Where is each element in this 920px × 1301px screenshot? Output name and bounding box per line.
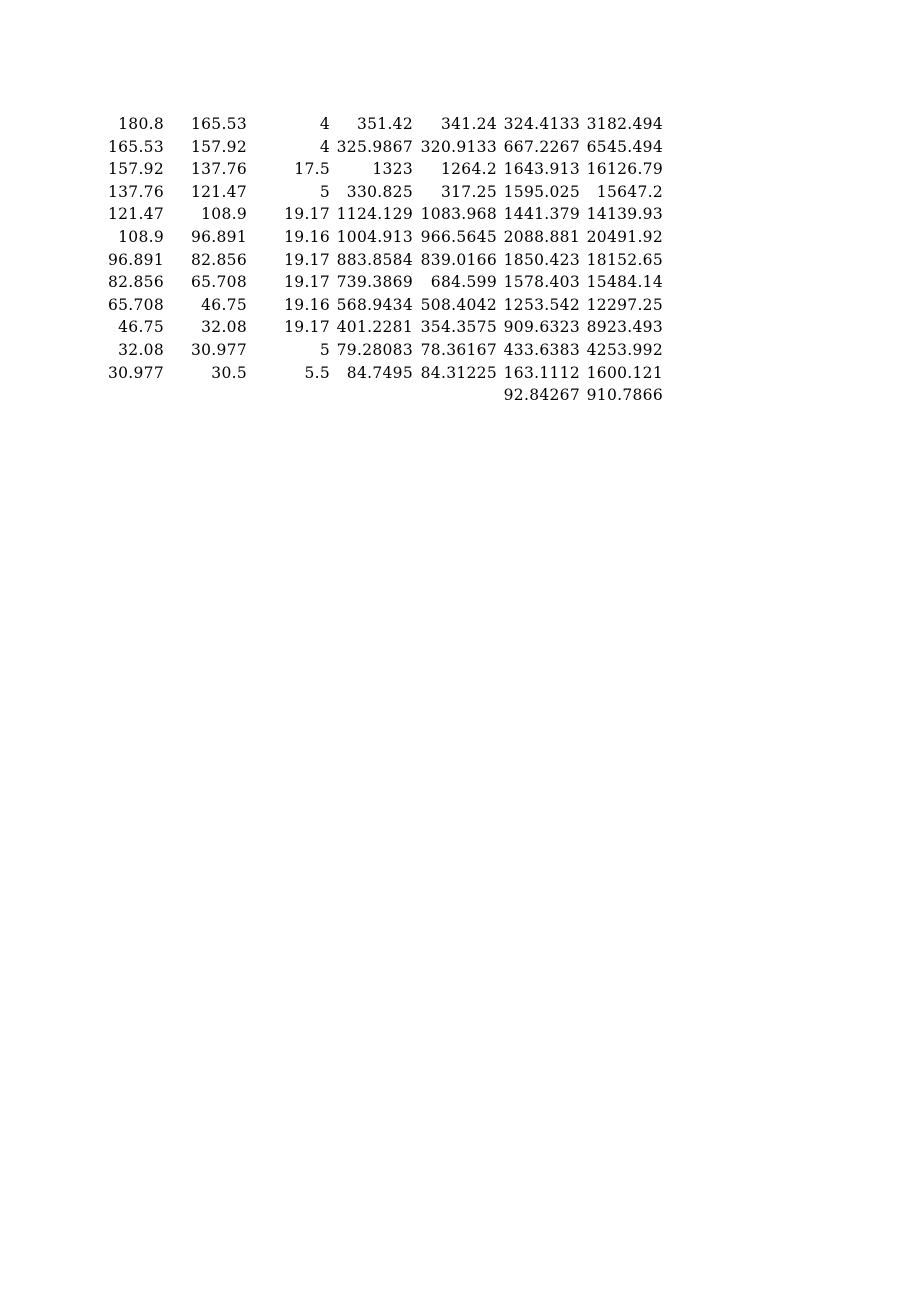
table-row [0,294,665,317]
table-cell[interactable]: 1253.542 [503,295,580,314]
table-cell[interactable]: 1578.403 [503,273,580,292]
table-cell[interactable]: 137.76 [107,182,164,201]
table-cell[interactable] [415,384,499,407]
table-cell[interactable]: 157.92 [190,137,247,156]
table-cell[interactable]: 84.7495 [346,363,413,382]
table-cell[interactable]: 79.28083 [336,340,413,359]
table-cell[interactable]: 1004.913 [336,227,413,246]
table-row [0,249,665,272]
table-cell[interactable]: 5 [319,182,330,201]
table-cell[interactable]: 96.891 [190,227,247,246]
table-cell[interactable]: 568.9434 [336,295,413,314]
table-cell[interactable]: 1850.423 [503,250,580,269]
table-cell[interactable]: 65.708 [190,273,247,292]
table-cell[interactable]: 324.4133 [503,115,580,133]
table-body [0,113,665,407]
table-cell[interactable]: 909.6323 [503,318,580,337]
table-cell[interactable]: 1124.129 [336,205,413,224]
table-cell[interactable]: 6545.494 [586,137,663,156]
table-cell[interactable]: 883.8584 [336,250,413,269]
table-cell[interactable]: 15647.2 [596,182,663,201]
table-cell[interactable]: 84.31225 [420,363,497,382]
table-cell[interactable]: 354.3575 [420,318,497,337]
table-cell[interactable]: 30.977 [107,363,164,382]
table-cell[interactable]: 325.9867 [336,137,413,156]
table-row [0,226,665,249]
table-cell[interactable]: 65.708 [107,295,164,314]
table-cell[interactable]: 18152.65 [586,250,663,269]
table-cell[interactable]: 30.977 [190,340,247,359]
table-cell[interactable]: 317.25 [440,182,497,201]
table-cell[interactable] [0,384,166,407]
table-cell[interactable]: 137.76 [190,160,247,179]
table-cell[interactable]: 839.0166 [420,250,497,269]
table-cell[interactable]: 121.47 [107,205,164,224]
table-cell[interactable]: 20491.92 [586,227,663,246]
table-cell[interactable]: 165.53 [190,115,247,133]
table-cell[interactable]: 108.9 [201,205,247,224]
table-cell[interactable]: 4253.992 [586,340,663,359]
table-cell[interactable]: 16126.79 [586,160,663,179]
table-cell[interactable]: 17.5 [294,160,330,179]
table-cell[interactable]: 78.36167 [420,340,497,359]
table-row [0,316,665,339]
table-cell[interactable]: 351.42 [356,115,413,133]
table-cell[interactable]: 1600.121 [586,363,663,382]
table-cell[interactable]: 5 [319,340,330,359]
table-cell[interactable]: 165.53 [107,137,164,156]
table-cell[interactable] [166,384,249,407]
table-cell[interactable]: 739.3869 [336,273,413,292]
table-cell[interactable]: 1083.968 [420,205,497,224]
table-cell[interactable]: 1643.913 [503,160,580,179]
table-row [0,203,665,226]
table-cell[interactable] [332,384,415,407]
table-row [0,339,665,362]
table-cell[interactable]: 508.4042 [420,295,497,314]
table-cell[interactable]: 82.856 [190,250,247,269]
table-cell[interactable]: 14139.93 [586,205,663,224]
data-table [0,113,665,407]
table-row [0,384,665,407]
table-cell[interactable]: 330.825 [346,182,413,201]
table-cell[interactable]: 19.16 [284,227,330,246]
table-cell[interactable]: 180.8 [118,115,164,133]
table-cell[interactable]: 341.24 [440,115,497,133]
table-cell[interactable]: 3182.494 [586,115,663,133]
table-cell[interactable]: 32.08 [118,340,164,359]
table-cell[interactable]: 4 [319,137,330,156]
table-cell[interactable]: 684.599 [430,273,497,292]
table-cell[interactable]: 19.17 [284,273,330,292]
table-cell[interactable]: 401.2281 [336,318,413,337]
table-cell[interactable]: 96.891 [107,250,164,269]
table-row [0,136,665,159]
table-cell[interactable]: 15484.14 [586,273,663,292]
spreadsheet-grid [0,113,665,407]
table-cell[interactable]: 1323 [372,160,413,179]
table-cell[interactable]: 910.7866 [586,386,663,405]
table-cell[interactable]: 19.17 [284,250,330,269]
table-cell[interactable]: 163.1112 [503,363,580,382]
table-cell[interactable]: 12297.25 [586,295,663,314]
table-cell[interactable]: 4 [319,115,330,133]
table-cell[interactable]: 8923.493 [586,318,663,337]
table-cell[interactable]: 92.84267 [503,386,580,405]
table-cell[interactable]: 5.5 [304,363,330,382]
table-cell[interactable]: 1264.2 [440,160,497,179]
table-cell[interactable] [249,384,332,407]
table-cell[interactable]: 46.75 [201,295,247,314]
table-row [0,271,665,294]
table-row [0,362,665,385]
table-cell[interactable]: 1595.025 [503,182,580,201]
table-row [0,158,665,181]
table-row [0,113,665,136]
table-cell[interactable]: 32.08 [201,318,247,337]
table-cell[interactable]: 19.17 [284,318,330,337]
table-cell[interactable]: 19.17 [284,205,330,224]
table-cell[interactable]: 108.9 [118,227,164,246]
table-cell[interactable]: 1441.379 [503,205,580,224]
table-cell[interactable]: 433.6383 [503,340,580,359]
table-cell[interactable]: 320.9133 [420,137,497,156]
table-cell[interactable]: 2088.881 [503,227,580,246]
table-cell[interactable]: 157.92 [107,160,164,179]
table-cell[interactable]: 121.47 [190,182,247,201]
table-cell[interactable]: 966.5645 [420,227,497,246]
table-row [0,181,665,204]
table-cell[interactable]: 46.75 [118,318,164,337]
table-cell[interactable]: 82.856 [107,273,164,292]
table-cell[interactable]: 19.16 [284,295,330,314]
table-cell[interactable]: 667.2267 [503,137,580,156]
table-cell[interactable]: 30.5 [211,363,247,382]
